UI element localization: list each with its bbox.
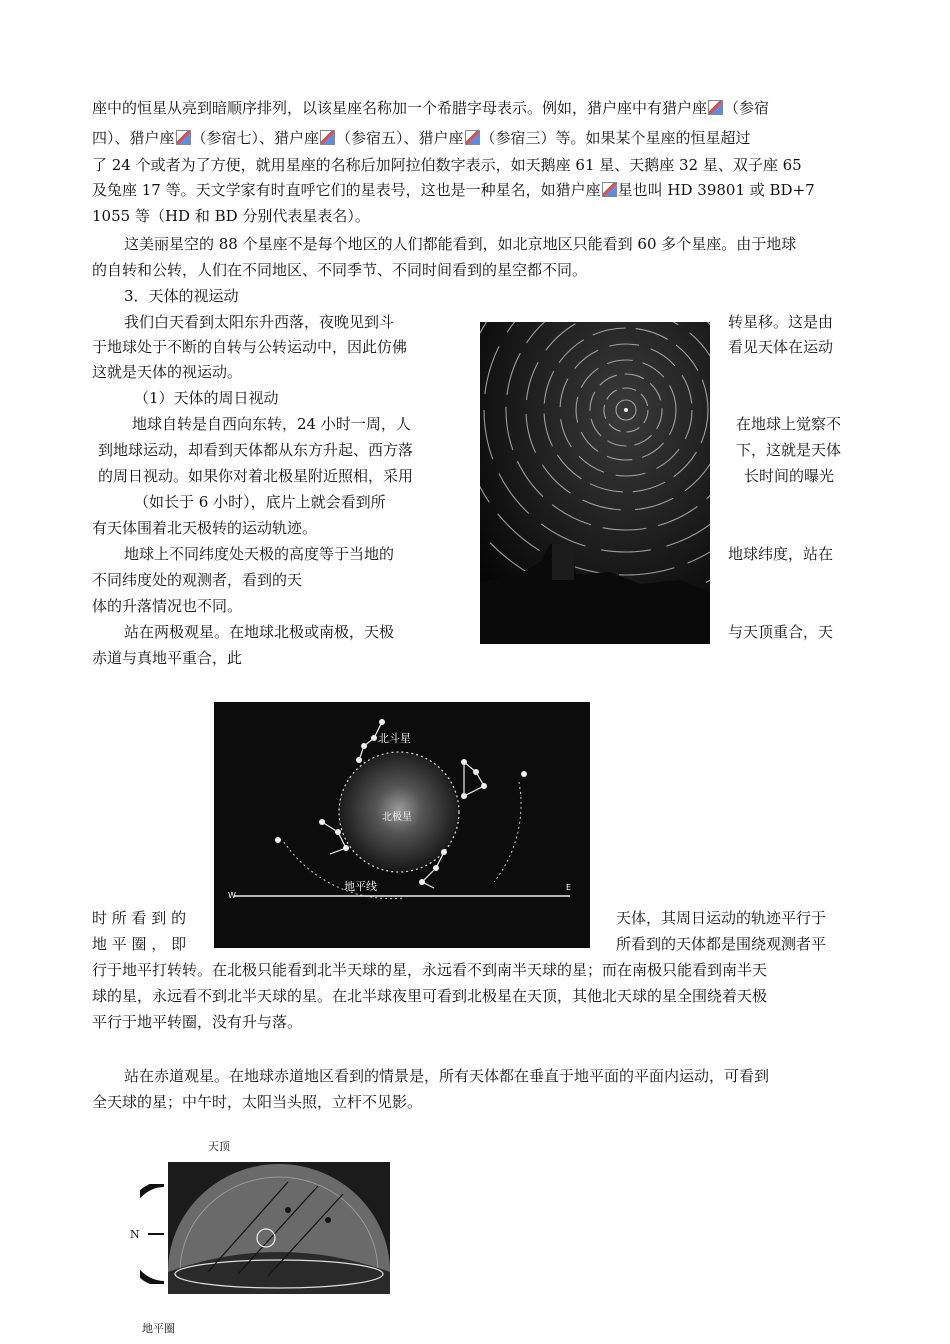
para1-line3: 了 24 个或者为了方便，就用星座的名称后加阿拉伯数字表示，如天鹅座 61 星、天鹅座 32 星、双子座 65 (92, 156, 802, 174)
star-trails-photo (480, 322, 710, 644)
para2-line1: 这美丽星空的 88 个星座不是每个地区的人们都能看到，如北京地区只能看到 60 多个星座。由于地球 (124, 235, 797, 253)
para1-line1: 座中的恒星从亮到暗顺序排列，以该星座名称加一个希腊字母表示。例如，猎户座中有猎户座 （参宿 (92, 99, 770, 117)
para4-line3a: 的周日视动。如果你对着北极星附近照相，采用 (98, 467, 414, 485)
label-polaris: 北极星 (382, 812, 412, 823)
broken-image-icon (320, 130, 335, 145)
broken-image-icon (465, 130, 480, 145)
label-horizon: 地平线 (344, 880, 377, 893)
para2-line2: 的自转和公转，人们在不同地区、不同季节、不同时间看到的星空都不同。 (92, 261, 588, 279)
para3-line1b: 转星移。这是由 (728, 313, 834, 331)
para8-line1: 站在赤道观星。在地球赤道地区看到的情景是，所有天体都在垂直于地平面的平面内运动，可看到 (124, 1067, 770, 1085)
para3-line2a: 于地球处于不断的自转与公转运动中，因此仿佛 (92, 338, 408, 356)
broken-image-icon (176, 130, 191, 145)
para4-line1a: 地球自转是自西向东转，24 小时一周，人 (132, 415, 411, 433)
para7-line2a: 地 平 圈 ， 即 (92, 935, 187, 953)
para1-line2: 四）、猎户座 （参宿七）、猎户座 （参宿五）、猎户座 （参宿三）等。如果某个星座的恒星超过 (92, 129, 751, 147)
label-east: E (566, 883, 572, 892)
subheading: （1）天体的周日视动 (134, 389, 279, 407)
equator-sky-graphic (168, 1162, 390, 1294)
para5-line1a: 地球上不同纬度处天极的高度等于当地的 (124, 545, 395, 563)
section-heading: 3．天体的视运动 (124, 287, 239, 305)
para4-line3b: 长时间的曝光 (744, 467, 835, 485)
para4-line4: （如长于 6 小时），底片上就会看到所 (134, 493, 386, 511)
para5-line3: 体的升落情况也不同。 (92, 597, 243, 615)
para1-line5: 1055 等（HD 和 BD 分别代表星表名）。 (92, 207, 370, 225)
star-trails-graphic (480, 322, 710, 644)
para4-line1b: 在地球上觉察不 (736, 415, 842, 433)
para3-line1a: 我们白天看到太阳东升西落，夜晚见到斗 (124, 313, 395, 331)
para4-line2a: 到地球运动，却看到天体都从东方升起、西方落 (98, 441, 414, 459)
equator-sky-photo (168, 1162, 390, 1294)
sphere-edge-graphic (140, 1184, 166, 1284)
broken-image-icon (708, 100, 723, 115)
label-zenith: 天顶 (208, 1140, 230, 1153)
para4-line2b: 下，这就是天体 (736, 441, 842, 459)
para1-line4: 及兔座 17 等。天文学家有时直呼它们的星表号，这也是一种星名，如猎户座 星也叫 HD 39801 或 BD+7 (92, 181, 815, 199)
para6-line1a: 站在两极观星。在地球北极或南极，天极 (124, 623, 395, 641)
pole-sky-graphic (214, 702, 590, 948)
label-north: N (130, 1228, 140, 1241)
north-pole-sky-diagram (214, 702, 590, 948)
para7-line5: 平行于地平转圈，没有升与落。 (92, 1013, 303, 1031)
para7-line4: 球的星，永远看不到北半天球的星。在北半球夜里可看到北极星在天顶，其他北天球的星全围绕着天极 (92, 987, 768, 1005)
compass-sphere-edge (140, 1184, 166, 1284)
para3-line2b: 看见天体在运动 (728, 338, 834, 356)
para6-line1b: 与天顶重合，天 (728, 623, 834, 641)
para5-line1b: 地球纬度，站在 (728, 545, 834, 563)
para7-line2b: 所看到的天体都是围绕观测者平 (616, 935, 827, 953)
para7-line3: 行于地平打转转。在北极只能看到北半天球的星，永远看不到南半天球的星；而在南极只能看到南半天 (92, 961, 768, 979)
label-horizon-circle: 地平圈 (142, 1322, 175, 1335)
para7-line1a: 时 所 看 到 的 (92, 909, 187, 927)
para5-line2: 不同纬度处的观测者，看到的天 (92, 571, 303, 589)
para4-line5: 有天体围着北天极转的运动轨迹。 (92, 519, 318, 537)
para3-line3: 这就是天体的视运动。 (92, 363, 243, 381)
label-west: W (228, 891, 236, 900)
para8-line2: 全天球的星；中午时，太阳当头照，立杆不见影。 (92, 1093, 423, 1111)
para7-line1b: 天体，其周日运动的轨迹平行于 (616, 909, 827, 927)
para6-line2: 赤道与真地平重合，此 (92, 649, 243, 667)
broken-image-icon (602, 182, 617, 197)
label-beidou: 北斗星 (378, 732, 411, 745)
